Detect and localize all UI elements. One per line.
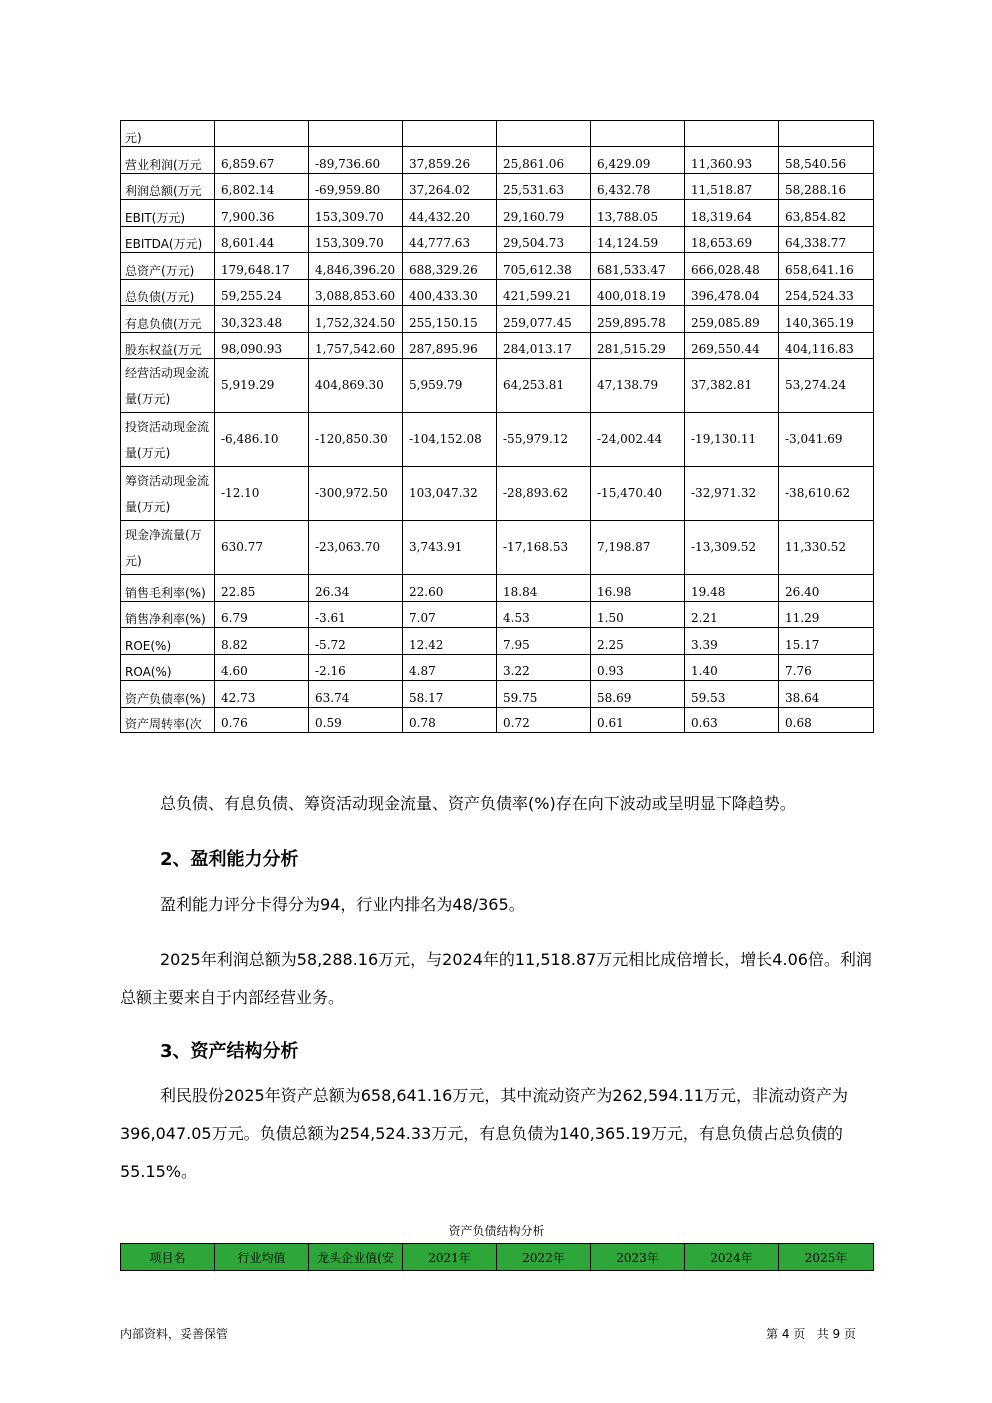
table-row (121, 359, 874, 413)
table-row (121, 306, 874, 333)
table-row (121, 655, 874, 681)
table-cell: 0.72 (497, 708, 591, 733)
table-cell: 44,777.63 (403, 227, 497, 253)
table-cell: -32,971.32 (685, 467, 779, 521)
row-label: 经营活动现金流量(万元) (121, 359, 215, 413)
table-cell: 140,365.19 (779, 306, 874, 333)
table-cell: 30,323.48 (215, 306, 309, 333)
table-cell: 259,085.89 (685, 306, 779, 333)
section-heading-asset-structure: 3、资产结构分析 (160, 1041, 299, 1062)
table-cell: 666,028.48 (685, 253, 779, 280)
table-cell (497, 121, 591, 147)
trend-note: 总负债、有息负债、筹资活动现金流量、资产负债率(%)存在向下波动或呈明显下降趋势。 (160, 794, 796, 813)
table-cell: -2.16 (309, 655, 403, 681)
table-cell: 421,599.21 (497, 280, 591, 306)
table-cell: 14,124.59 (591, 227, 685, 253)
table-cell: 37,264.02 (403, 174, 497, 200)
table-cell: 37,859.26 (403, 147, 497, 174)
table-cell: 6,802.14 (215, 174, 309, 200)
section-heading-profitability: 2、盈利能力分析 (160, 849, 299, 870)
table-cell: 284,013.17 (497, 333, 591, 359)
row-label: 有息负债(万元 (121, 306, 215, 333)
table-row (121, 575, 874, 602)
table-cell: 42.73 (215, 681, 309, 708)
row-label: 资产周转率(次 (121, 708, 215, 733)
table-cell (591, 121, 685, 147)
table-cell: 259,895.78 (591, 306, 685, 333)
table-cell: 11,518.87 (685, 174, 779, 200)
table-cell: 38.64 (779, 681, 874, 708)
table-row (121, 708, 874, 733)
table-cell: 103,047.32 (403, 467, 497, 521)
structure-table-caption: 资产负债结构分析 (448, 1224, 545, 1238)
table-cell: 47,138.79 (591, 359, 685, 413)
financial-indicators-table (120, 120, 874, 733)
table-cell: 58,288.16 (779, 174, 874, 200)
table-cell: 25,861.06 (497, 147, 591, 174)
table-cell: 0.93 (591, 655, 685, 681)
table-cell: 25,531.63 (497, 174, 591, 200)
table-row (121, 521, 874, 575)
table-cell: 400,433.30 (403, 280, 497, 306)
table-cell: 63.74 (309, 681, 403, 708)
table-cell: 37,382.81 (685, 359, 779, 413)
row-label: 现金净流量(万元) (121, 521, 215, 575)
table-row (121, 280, 874, 306)
row-label: 总负债(万元) (121, 280, 215, 306)
table-cell: 15.17 (779, 628, 874, 655)
table-row (121, 628, 874, 655)
table-cell: 58.69 (591, 681, 685, 708)
table-cell: 179,648.17 (215, 253, 309, 280)
table-cell: 281,515.29 (591, 333, 685, 359)
row-label: 股东权益(万元 (121, 333, 215, 359)
table-cell: 254,524.33 (779, 280, 874, 306)
header-cell-leader: 龙头企业值(安 (309, 1244, 403, 1271)
table-cell: 0.59 (309, 708, 403, 733)
table-cell: 4.87 (403, 655, 497, 681)
row-label: EBITDA(万元) (121, 227, 215, 253)
table-cell (685, 121, 779, 147)
header-cell-2021: 2021年 (403, 1244, 497, 1271)
table-cell: 3,743.91 (403, 521, 497, 575)
table-cell: 7,900.36 (215, 200, 309, 227)
table-cell: 2.25 (591, 628, 685, 655)
table-cell: 6,429.09 (591, 147, 685, 174)
row-label: 营业利润(万元 (121, 147, 215, 174)
header-cell-2025: 2025年 (779, 1244, 874, 1271)
table-cell (403, 121, 497, 147)
row-label: 筹资活动现金流量(万元) (121, 467, 215, 521)
table-cell: 18,319.64 (685, 200, 779, 227)
table-cell: -55,979.12 (497, 413, 591, 467)
row-label: 资产负债率(%) (121, 681, 215, 708)
table-cell: 0.68 (779, 708, 874, 733)
table-cell: 58.17 (403, 681, 497, 708)
table-cell: 63,854.82 (779, 200, 874, 227)
table-cell: 7.07 (403, 602, 497, 628)
table-cell: 0.61 (591, 708, 685, 733)
table-cell: 630.77 (215, 521, 309, 575)
table-cell: -6,486.10 (215, 413, 309, 467)
row-label: 总资产(万元) (121, 253, 215, 280)
table-cell: 16.98 (591, 575, 685, 602)
table-row (121, 227, 874, 253)
structure-header-row (121, 1244, 874, 1271)
header-cell-item: 项目名 (121, 1244, 215, 1271)
table-cell: -3,041.69 (779, 413, 874, 467)
table-cell: 59,255.24 (215, 280, 309, 306)
table-cell: 59.53 (685, 681, 779, 708)
table-cell: 1.40 (685, 655, 779, 681)
table-cell: 7.76 (779, 655, 874, 681)
row-label: 元) (121, 121, 215, 147)
table-cell: 8,601.44 (215, 227, 309, 253)
table-cell: 0.63 (685, 708, 779, 733)
table-row (121, 602, 874, 628)
table-cell: 12.42 (403, 628, 497, 655)
table-cell: -69,959.80 (309, 174, 403, 200)
table-cell: 4.53 (497, 602, 591, 628)
table-cell: 287,895.96 (403, 333, 497, 359)
table-cell: 11,330.52 (779, 521, 874, 575)
table-cell: 59.75 (497, 681, 591, 708)
table-row (121, 413, 874, 467)
table-cell: 153,309.70 (309, 200, 403, 227)
table-cell: 255,150.15 (403, 306, 497, 333)
table-cell: 3,088,853.60 (309, 280, 403, 306)
table-cell: 22.85 (215, 575, 309, 602)
table-cell: 688,329.26 (403, 253, 497, 280)
table-cell: 153,309.70 (309, 227, 403, 253)
table-row (121, 333, 874, 359)
table-cell: 18.84 (497, 575, 591, 602)
table-cell: 26.40 (779, 575, 874, 602)
table-cell: 404,869.30 (309, 359, 403, 413)
table-cell: 64,338.77 (779, 227, 874, 253)
table-cell: -12.10 (215, 467, 309, 521)
row-label: ROA(%) (121, 655, 215, 681)
profit-detail-text: 2025年利润总额为58,288.16万元，与2024年的11,518.87万元相比成倍增长，增长4.06倍。利润总额主要来自于内部经营业务。 (120, 950, 872, 1007)
table-row (121, 174, 874, 200)
table-cell: 2.21 (685, 602, 779, 628)
table-cell: 53,274.24 (779, 359, 874, 413)
header-cell-2024: 2024年 (685, 1244, 779, 1271)
table-cell: 29,504.73 (497, 227, 591, 253)
table-cell: 404,116.83 (779, 333, 874, 359)
asset-structure-text: 利民股份2025年资产总额为658,641.16万元，其中流动资产为262,594.11万元，非流动资产为396,047.05万元。负债总额为254,524.33万元，有息负债为140,365.19万元，有息负债占总负债的55.15%。 (120, 1086, 848, 1181)
table-cell: 18,653.69 (685, 227, 779, 253)
table-cell: 11.29 (779, 602, 874, 628)
table-cell: 19.48 (685, 575, 779, 602)
table-cell: 5,919.29 (215, 359, 309, 413)
table-cell: 6,432.78 (591, 174, 685, 200)
header-cell-2022: 2022年 (497, 1244, 591, 1271)
table-cell: 29,160.79 (497, 200, 591, 227)
table-cell: 269,550.44 (685, 333, 779, 359)
table-row (121, 681, 874, 708)
table-cell: 98,090.93 (215, 333, 309, 359)
table-cell: -15,470.40 (591, 467, 685, 521)
table-cell: 3.22 (497, 655, 591, 681)
table-cell: -104,152.08 (403, 413, 497, 467)
table-cell: 681,533.47 (591, 253, 685, 280)
table-cell: 13,788.05 (591, 200, 685, 227)
table-cell: 26.34 (309, 575, 403, 602)
footer-page-number: 第 4 页 共 9 页 (766, 1327, 856, 1341)
profitability-score-text: 盈利能力评分卡得分为94，行业内排名为48/365。 (160, 895, 525, 914)
table-row (121, 467, 874, 521)
table-cell: -5.72 (309, 628, 403, 655)
table-cell: 259,077.45 (497, 306, 591, 333)
table-row (121, 200, 874, 227)
table-cell: 4.60 (215, 655, 309, 681)
table-cell: -13,309.52 (685, 521, 779, 575)
table-cell: -28,893.62 (497, 467, 591, 521)
table-cell: 5,959.79 (403, 359, 497, 413)
table-cell: 44,432.20 (403, 200, 497, 227)
table-cell: 6,859.67 (215, 147, 309, 174)
table-cell: -120,850.30 (309, 413, 403, 467)
table-cell: 400,018.19 (591, 280, 685, 306)
table-cell: 7.95 (497, 628, 591, 655)
table-cell: -19,130.11 (685, 413, 779, 467)
table-cell: 58,540.56 (779, 147, 874, 174)
row-label: 销售净利率(%) (121, 602, 215, 628)
table-cell: -38,610.62 (779, 467, 874, 521)
row-label: 利润总额(万元 (121, 174, 215, 200)
table-cell: 22.60 (403, 575, 497, 602)
table-cell: 8.82 (215, 628, 309, 655)
asset-liability-structure-table (120, 1243, 874, 1271)
table-cell: 1,752,324.50 (309, 306, 403, 333)
table-cell: 64,253.81 (497, 359, 591, 413)
table-row (121, 121, 874, 147)
table-cell: 7,198.87 (591, 521, 685, 575)
row-label: EBIT(万元) (121, 200, 215, 227)
table-cell: 4,846,396.20 (309, 253, 403, 280)
header-cell-2023: 2023年 (591, 1244, 685, 1271)
table-row (121, 147, 874, 174)
footer-confidential-note: 内部资料，妥善保管 (120, 1327, 229, 1341)
table-cell: -24,002.44 (591, 413, 685, 467)
table-cell: 0.78 (403, 708, 497, 733)
table-row (121, 253, 874, 280)
table-cell: 705,612.38 (497, 253, 591, 280)
table-cell (779, 121, 874, 147)
table-cell: -300,972.50 (309, 467, 403, 521)
table-cell (309, 121, 403, 147)
table-cell: 11,360.93 (685, 147, 779, 174)
table-cell: -3.61 (309, 602, 403, 628)
row-label: 投资活动现金流量(万元) (121, 413, 215, 467)
table-cell: 0.76 (215, 708, 309, 733)
table-cell: -23,063.70 (309, 521, 403, 575)
table-cell: 1.50 (591, 602, 685, 628)
table-cell: 3.39 (685, 628, 779, 655)
table-cell: -17,168.53 (497, 521, 591, 575)
table-cell (215, 121, 309, 147)
table-cell: 396,478.04 (685, 280, 779, 306)
table-cell: -89,736.60 (309, 147, 403, 174)
header-cell-industry-avg: 行业均值 (215, 1244, 309, 1271)
table-cell: 658,641.16 (779, 253, 874, 280)
table-cell: 1,757,542.60 (309, 333, 403, 359)
row-label: ROE(%) (121, 628, 215, 655)
row-label: 销售毛利率(%) (121, 575, 215, 602)
table-cell: 6.79 (215, 602, 309, 628)
